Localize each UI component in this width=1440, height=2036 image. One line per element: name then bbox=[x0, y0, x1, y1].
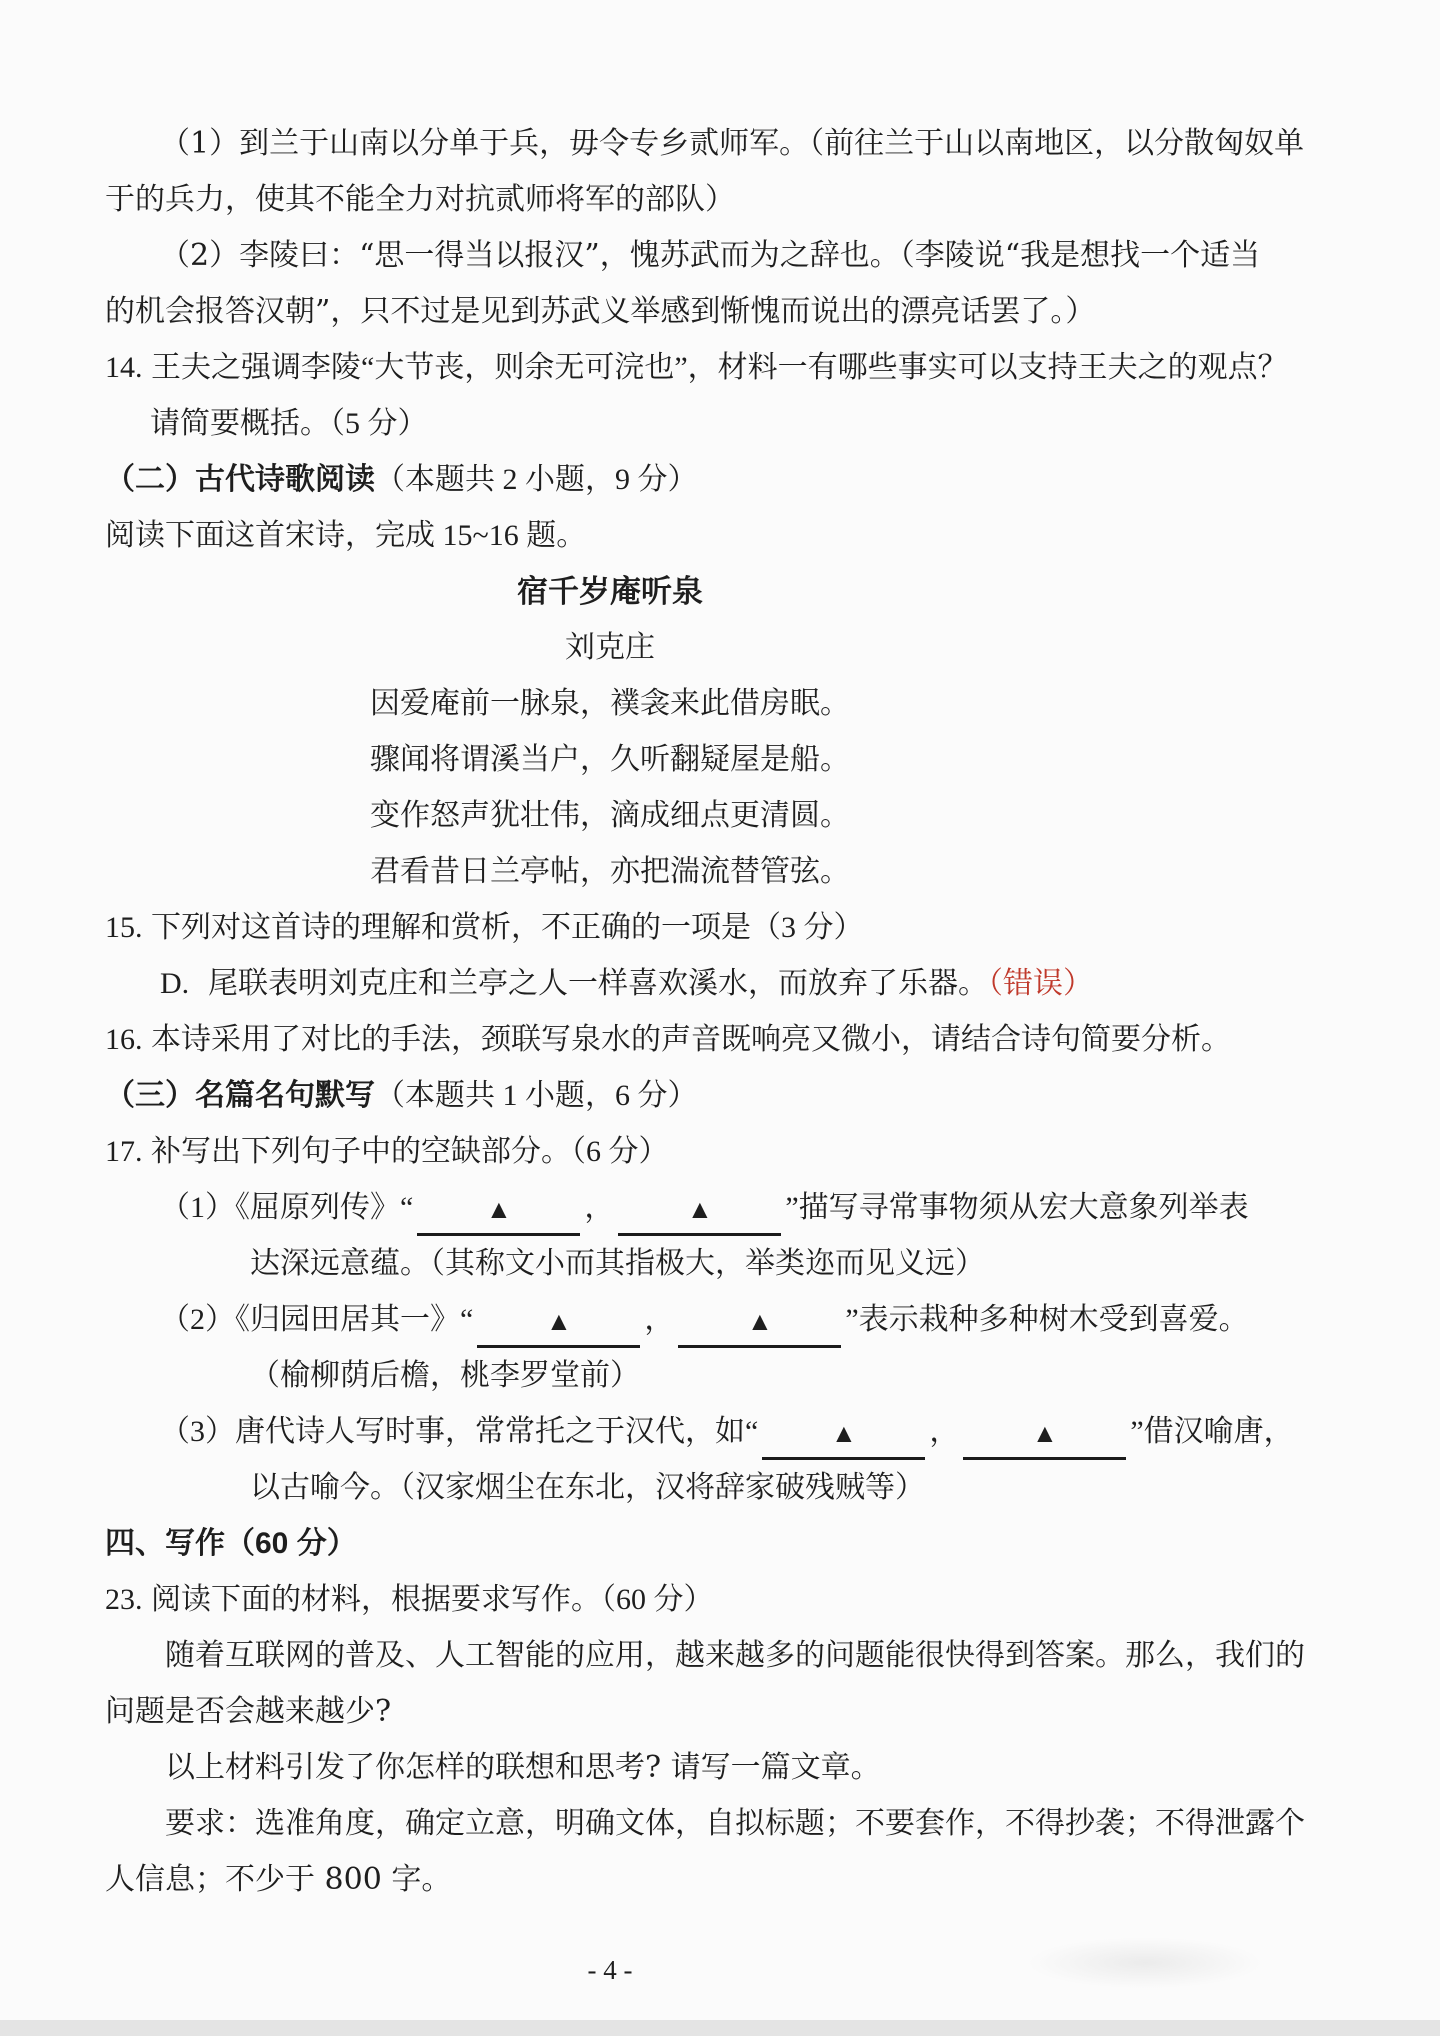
answer-blank: ▲ bbox=[678, 1305, 841, 1348]
answer-blank: ▲ bbox=[417, 1193, 580, 1236]
poem-line-1: 因爱庵前一脉泉，襆衾来此借房眠。 bbox=[370, 686, 850, 721]
poem-title: 宿千岁庵听泉 bbox=[517, 574, 703, 609]
section-4-header bbox=[105, 1516, 1415, 1572]
question-17-stem bbox=[105, 1124, 1415, 1180]
question-23-number: 23. bbox=[105, 1583, 143, 1616]
question-17-item3-cont: 以古喻今。（汉家烟尘在东北，汉将辞家破残贼等） bbox=[250, 1470, 925, 1505]
essay-material-line2: 问题是否会越来越少? bbox=[105, 1694, 392, 1729]
item3-prefix: （3）唐代诗人写时事，常常托之于汉代，如“ bbox=[160, 1415, 759, 1448]
scan-artifact bbox=[1030, 1938, 1260, 1988]
essay-material-line3: 以上材料引发了你怎样的联想和思考? 请写一篇文章。 bbox=[165, 1750, 881, 1785]
poem-author: 刘克庄 bbox=[565, 630, 655, 665]
translation-item1-line2: 于的兵力，使其不能全力对抗贰师将军的部队） bbox=[105, 182, 735, 217]
item3-comma: ， bbox=[929, 1415, 960, 1448]
page-content bbox=[105, 116, 1415, 1908]
essay-material-line1: 随着互联网的普及、人工智能的应用，越来越多的问题能很快得到答案。那么，我们的 bbox=[165, 1638, 1305, 1673]
question-15-text: 下列对这首诗的理解和赏析，不正确的一项是（3 分） bbox=[151, 911, 864, 944]
item2-prefix: （2）《归园田居其一》“ bbox=[160, 1303, 474, 1336]
translation-item1-line1: （1）到兰于山南以分单于兵，毋令专乡贰师军。（前往兰于山以南地区，以分散匈奴单 bbox=[160, 126, 1305, 161]
item2-comma: ， bbox=[644, 1303, 675, 1336]
question-14-line2: 请简要概括。（5 分） bbox=[150, 407, 428, 440]
question-17-item2 bbox=[105, 1292, 1415, 1348]
option-d-text: 尾联表明刘克庄和兰亭之人一样喜欢溪水，而放弃了乐器。 bbox=[208, 967, 988, 1000]
poem-line-2: 骤闻将谓溪当户，久听翻疑屋是船。 bbox=[370, 742, 850, 777]
essay-requirements-line2: 人信息；不少于 800 字。 bbox=[105, 1862, 452, 1897]
question-15-option-d bbox=[105, 956, 1415, 1012]
translation-item2-line1: （2）李陵曰：“思一得当以报汉”，愧苏武而为之辞也。（李陵说“我是想找一个适当 bbox=[160, 238, 1261, 273]
section-4-title: 四、写作 bbox=[105, 1527, 225, 1560]
question-17-text: 补写出下列句子中的空缺部分。（6 分） bbox=[151, 1135, 669, 1168]
section-3-meta: （本题共 1 小题，6 分） bbox=[375, 1079, 698, 1112]
question-17-item1 bbox=[105, 1180, 1415, 1236]
page-number: - 4 - bbox=[587, 1955, 633, 1985]
question-14-number: 14. bbox=[105, 351, 143, 384]
question-17-item2-cont: （榆柳荫后檐，桃李罗堂前） bbox=[250, 1358, 640, 1393]
option-d-label: D. bbox=[160, 967, 190, 1000]
answer-blank: ▲ bbox=[618, 1193, 781, 1236]
poem-block bbox=[105, 564, 1115, 900]
question-15-number: 15. bbox=[105, 911, 143, 944]
question-17-number: 17. bbox=[105, 1135, 143, 1168]
question-14-text: 王夫之强调李陵“大节丧，则余无可浣也”，材料一有哪些事实可以支持王夫之的观点？ bbox=[151, 351, 1288, 384]
question-15-stem bbox=[105, 900, 1415, 956]
question-17-item3 bbox=[105, 1404, 1415, 1460]
question-23-stem bbox=[105, 1572, 1415, 1628]
question-16-stem bbox=[105, 1012, 1415, 1068]
essay-requirements-line1: 要求：选准角度，确定立意，明确文体，自拟标题；不要套作，不得抄袭；不得泄露个 bbox=[165, 1806, 1305, 1841]
poem-line-3: 变作怒声犹壮伟，滴成细点更清圆。 bbox=[370, 798, 850, 833]
question-14-line1 bbox=[105, 340, 1415, 396]
section-3-header bbox=[105, 1068, 1415, 1124]
question-16-number: 16. bbox=[105, 1023, 143, 1056]
question-17-item1-cont: 达深远意蕴。（其称文小而其指极大，举类迩而见义远） bbox=[250, 1246, 985, 1281]
answer-blank: ▲ bbox=[477, 1305, 640, 1348]
option-d-error-mark: （错误） bbox=[988, 967, 1093, 1000]
translation-item2-line2: 的机会报答汉朝”，只不过是见到苏武义举感到惭愧而说出的漂亮话罢了。） bbox=[105, 294, 1096, 329]
question-16-text: 本诗采用了对比的手法，颈联写泉水的声音既响亮又微小，请结合诗句简要分析。 bbox=[151, 1023, 1231, 1056]
section-3-title: （三）名篇名句默写 bbox=[105, 1079, 375, 1112]
section-4-meta: （60 分） bbox=[225, 1527, 357, 1560]
section-2-meta: （本题共 2 小题，9 分） bbox=[375, 463, 698, 496]
item1-prefix: （1）《屈原列传》“ bbox=[160, 1191, 414, 1224]
section-2-intro: 阅读下面这首宋诗，完成 15~16 题。 bbox=[105, 519, 587, 552]
item3-suffix: ”借汉喻唐， bbox=[1130, 1415, 1294, 1448]
answer-blank: ▲ bbox=[963, 1417, 1126, 1460]
item1-suffix: ”描写寻常事物须从宏大意象列举表 bbox=[785, 1191, 1249, 1224]
section-2-header bbox=[105, 452, 1415, 508]
section-2-title: （二）古代诗歌阅读 bbox=[105, 463, 375, 496]
item1-comma: ， bbox=[584, 1191, 615, 1224]
poem-line-4: 君看昔日兰亭帖，亦把湍流替管弦。 bbox=[370, 854, 850, 889]
scan-edge-strip bbox=[0, 2020, 1440, 2036]
answer-blank: ▲ bbox=[762, 1417, 925, 1460]
question-23-text: 阅读下面的材料，根据要求写作。（60 分） bbox=[151, 1583, 714, 1616]
item2-suffix: ”表示栽种多种树木受到喜爱。 bbox=[845, 1303, 1249, 1336]
